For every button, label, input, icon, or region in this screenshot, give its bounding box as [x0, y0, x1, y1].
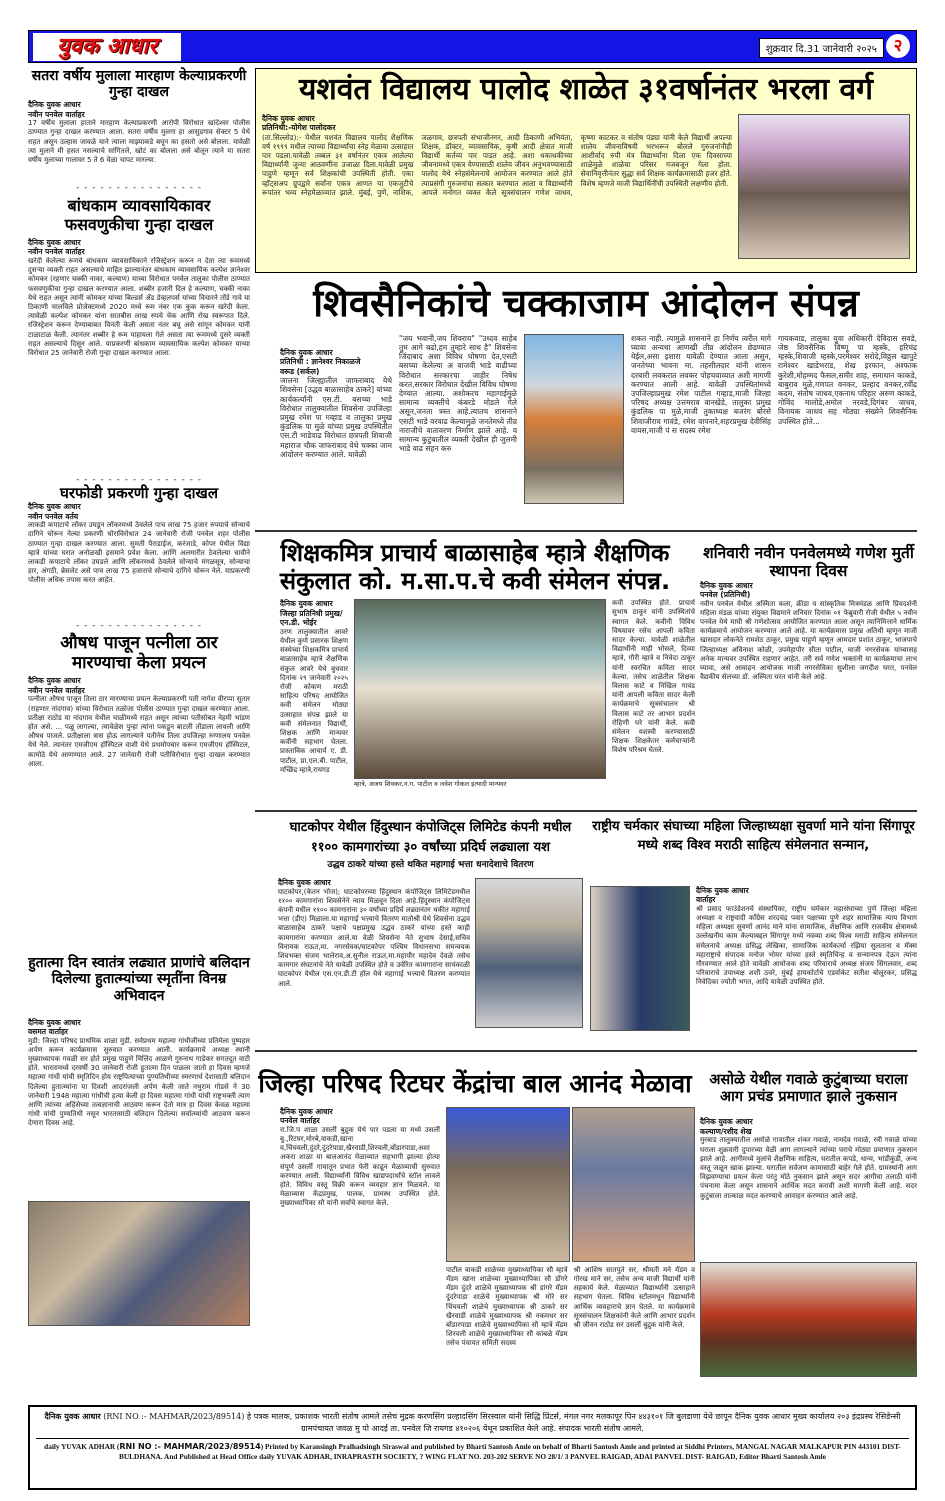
article-body: शकत नाही. त्यामुळे शासनाने हा निर्णय त्वरीत मागे घ्यावा अन्यथा आणखी तीव्र आंदोलन छेडण्यात येईल,असा इशारा यावेळी देण्यात आला असुन, जनतेच्या भावना मा. तहसीलदार यांनी शासन दरबारी लवकरात लवकर पोहचवाव्यात अशी मागणी करण्यात आली आहे. यावेळी उपस्थितांमध्ये उपजिल्हाप्रमुख रमेश पाटील गव्हाड,माजी जिल्हा परिषद अध्यक्ष उत्तमराव वानखेडे, तालुका प्रमुख कुंडलिक पा मुळे,माजी तुकाध्यक्ष बजरंग बोरसे शिवाजीराव गावंडे, रमेश वापनारे,शहरप्रमुख देवीसिंह वायस,माजी पं स सदस्य रमेश — [631, 333, 771, 435]
photo-caption: म्हात्रे, अजय शिवकर,न.ग. पाटील व लवेश गोकल इत्यादी मान्यवर — [354, 780, 507, 789]
byline: दैनिक युवक आधार — [280, 599, 333, 609]
divider — [255, 530, 917, 532]
article-body: खरेदी केलेल्या रूमचे बांधकाम व्यावसायिकाने रजिस्ट्रेशन करून न देता त्या रूममध्ये दुसऱ्या व्यक्ती राहत असल्याचे माहित झाल्यानंतर बांधकाम व्यावसायिक कल्पेश ज्ञानेश्वर कोमकर (रहणार चक्की नाका, कल्याण) याच्या विरोधात पनवेल तालुका पोलीस ठाण्यात फसवणुकीचा गुन्हा दाखल करण्यात आला. शब्बीर हजारी दिल हे कल्याण, चक्की नाका येथे राहत असून त्यांनी कोमकर यांच्या बिल्डर्स ॲंड डेव्हलपर्स यांच्या विचारने तोंडे गावे या ठिकाणी चालविले प्रोजेक्टमध्ये 2020 मध्ये रूम नंबर एक कुक करून खरेदी केला. त्यावेळी कल्पेश कोमकर यांना सातबीस लाख रुपये चेक आणि रोख स्वरूपात दिले. रजिस्ट्रेशन करून देण्याबाबत विनंती केली असता नंतर बघू असे सांगून कोमकर यांनी टाळाटाळ केली. त्यानंतर शब्बीर हे रूम पाहायला गेले असता त्या रूममध्ये दुसरे व्यक्ती राहत असल्याचे दिसून आले. याप्रकरणी बांधकाम व्यावसायिक कल्पेश कोमकर याच्या विरोधात 25 जानेवारी रोजी गुन्हा दाखल करण्यात आला. — [28, 256, 250, 357]
byline: दैनिक युवक आधार — [28, 100, 81, 110]
headline: घरफोडी प्रकरणी गुन्हा दाखल — [59, 483, 219, 502]
house-fire-photo — [700, 1262, 917, 1377]
rni-number: RNI NO :- MAHMAR/2023/89514 — [119, 1442, 261, 1451]
byline: दैनिक युवक आधार — [700, 1117, 753, 1127]
byline: वरूड (सर्कल) — [280, 366, 320, 376]
imprint-footer — [28, 1405, 917, 1490]
separator: - - - - - - - - - - - - - - - - — [76, 474, 202, 485]
headline: राष्ट्रीय चर्मकार संघाच्या महिला जिल्हाध्यक्षा सुवर्णा माने यांना सिंगापूर मध्ये शब्द विश्व मराठी साहित्य संमेलनात सन्मान, — [592, 819, 915, 853]
article-body: मुरबाड तालुक्यातील असोळे गावातील शंकर गवाळे, नामदेव गवाळे, रवी गवाळे यांच्या घराला शुक्रवारी दुपारच्या वेळी आग लागल्याने त्यांच्या घराचे मोठ्या प्रमाणात नुकसान झाले आहे. आगीमध्ये मुलांचे शैक्षणिक साहित्य, घरातील कपडे, धान्य, भांडीकुंडी, अन्य वस्तू जळून खाक झाल्या. घरातील सर्वजण कामासाठी बाहेर गेले होते. ग्रामस्थांनी आग विझवण्याचा प्रयत्न केला परंतु मोठे नुकसान झाले असून सदर आगीचा तलाठी यांनी पंचनामा केला असून शासनाने आर्थिक मदत करावी अशी मागणी केली आहे. सदर कुटुंबाला तात्काळ मदत करण्याचे आवाहन करण्यात आले आहे. — [700, 1136, 917, 1200]
imprint-text: (RNI NO :- MAHMAR/2023/89514) हे पत्रक मालक, प्रकाशक भारती संतोष आमले तसेच मुद्रक करणसिंग प्रल्हादसिंग सिरस्वाल यांनी सिद्धि प्रिंटर्स, मंगल नगर मलकापूर पिन ४४३१०१ जि बुलडाणा येथे छापून दैनिक युवक आधार मुख्य कार्यालय २०३ इंद्रप्रस्थ रेसिडेन्सी ग्रामपंचायत जवळ मु पो आदई ता. पनवेल जि रायगड ४१०२०६ येथून प्रकाशित केले आहे. संपादक भारती संतोष आमले. — [103, 1412, 901, 1433]
article-body: घाटकोपर,(केतन भोज); घाटकोपरच्या हिंदुस्थान कंपोजिट्स लिमिटेडमधील ११०० कामगारांना शिवसेनेने न्याय मिळवून दिला आहे.हिंदुस्थान कंपोजिट्स कंपनी मधील ११०० कामगारांना ३० वर्षांच्या प्रदिर्घ लढ्यानंतर थकीत महागाई भत्ता (डीए) मिळाला.या महागाई भत्त्याचे वितरण मातोश्री येथे शिवसेना उद्धव बाळासाहेब ठाकरे पक्षाचे पक्षप्रमुख उद्धव ठाकरे यांच्या हस्ते काही कामगारांना करण्यात आले.या वेळी शिवसेना नेते सुभाष देसाई,सचिव विनायक राऊत,मा. नगरसेवक/घाटकोपर पश्चिम विधानसभा समन्वयक शिवभक्त संजय भालेराव,अ.सुनील राऊत,मा.महापौर महादेव देवळे तसेच कामगार संघटनांचे नेते यावेळी उपस्थित होते व उर्वरित कामगारांना सायंकाळी घाटकोपर येथील एस.एन.डी.टी हॉल येथे महागाई भत्त्याचे वितरण करण्यात आले. — [278, 887, 470, 988]
separator: - - - - - - - - - - - - - - - - — [76, 183, 202, 194]
article-ganesh-murti — [700, 545, 917, 800]
byline: दैनिक युवक आधार — [28, 237, 81, 247]
byline: कल्याण/रशीद शेख — [700, 1126, 752, 1136]
article-body: श्री आशिष सातपुते सर, श्रीमती मने मॅडम व गोरख माने सर, तसेच अन्य माजी विद्यार्थी यांनी सहकार्य केले. मेळाव्यात विद्यार्थ्यांनी उत्साहाने सहभाग घेतला. विविध स्टॉलमधून विद्यार्थ्यांनी आर्थिक व्यवहाराचे ज्ञान घेतले. या कार्यक्रमाचे सूत्रसंचालन शिक्षकांनी केले आणि आभार प्रदर्शन श्री जीवन राठोड सर उसर्ली बुद्रुक यांनी केले. — [573, 1265, 695, 1329]
headline: जिल्हा परिषद रिटघर केंद्रांचा बाल आनंद मेळावा — [258, 1069, 692, 1098]
byline: वसमत वार्ताहर — [28, 1027, 68, 1037]
headline: असोळे येथील गवाळे कुटुंबाच्या घराला आग प्रचंड प्रमाणात झाले नुकसान — [709, 1072, 908, 1105]
masthead-bar — [28, 30, 917, 63]
byline: दैनिक युवक आधार — [28, 1017, 81, 1027]
article-body: मुडी: जिल्हा परिषद प्राथमिक शाळा मुडी. सर्वप्रथम महात्मा गांधीजींच्या प्रतिमेला पुष्पहार अर्पण करून कार्यक्रमास सुरुवात करण्यात आली. कार्यक्रमाचे अध्यक्ष स्थानी मुख्याध्यापक गवळी सर होते प्रमुख पाहुणे मिलिंद आळणे गुरुनाथ गाडेकर सगतदूत वाटी होते. भारतामध्ये दरवर्षी 30 जानेवारी रोजी हुतात्मा दिन पाळला जातो हा दिवस म्हणजे महात्मा गांधी यांची स्मृतिदिन होय राष्ट्रपित्याच्या पुण्यतिथीच्या स्मरणार्थ देशासाठी बलिदान दिलेल्या हुतात्म्यांना या दिवशी आदरांजली अर्पण केली जाते नथुराम गोडसे ने 30 जानेवारी 1948 महात्मा गांधीची हत्या केली हा दिवस महात्मा गांधी यांची राष्ट्रभक्ती त्याग आणि त्यांच्या अहिंसेच्या तत्वज्ञानाची आठवण करून देतो मात्र हा दिवस केवळ महात्मा गांधी यांची पुण्यतिथी नसून भारतासाठी बलिदान दिलेल्या सर्वात्म्यांची आठवण करून देणारा दिवस आहे. — [28, 1036, 250, 1128]
byline: दैनिक युवक आधार — [700, 580, 753, 590]
byline: नवीन पनवेल वार्ताहर — [28, 109, 85, 119]
byline: नवीन पनवेल वर्तय — [28, 511, 79, 521]
article-body: श्री प्रसाद फाउंडेशनचे संस्थापिका, राष्ट्रीय चर्मकार महासंघाच्या पुणे जिल्हा महिला अध्यक्षा व राष्ट्रवादी काँग्रेस शरदचंद्र पवार पक्षाच्या पुणे शहर सामाजिक न्याय विभाग महिला अध्यक्षा सुवर्णा आनंद माने यांना सामाजिक, शैक्षणिक आणि राजकीय क्षेत्रामध्ये उल्लेखनीय काम केल्याबद्दल सिंगापूर मध्ये नवव्या शब्द विश्व मराठी साहित्य संमेलनात संमेलनाचे अध्यक्ष प्रसिद्ध लेखिका, सामाजिक कार्यकर्त्या रझिया सुलताना व मॅक्स महाराष्ट्राचे संपादक मनोज भोयर यांच्या हस्ते स्मृतिचिन्ह व सन्मानपत्र देऊन त्यांना गौरवण्यात आले होते यावेळी आयोजक शब्द परिवाराचे अध्यक्ष संजय सिंगलवार, शब्द परिवाराचे उपाध्यक्ष शशी ठवरे, मुंबई हायकोर्टाचे एडवोकेट सतीश बोलूरकर, प्रसिद्ध निवेदिका ज्योती भगत, आदि यावेळी उपस्थित होते. — [696, 904, 917, 987]
award-photo — [590, 886, 690, 1031]
imprint-text: daily YUVAK ADHAR ( — [44, 1442, 120, 1451]
byline: नवीन पनवेल वार्ताहर — [28, 247, 85, 257]
imprint-title: दैनिक युवक आधार — [44, 1411, 101, 1421]
article-poison — [28, 634, 250, 925]
article-body: पाटील वाकडी शाळेच्या मुख्याध्यापिका सौ म्हात्रे मॅडम खाना शाळेच्या मुख्याध्यापिका सौ डोंगरे मॅडम दुंदरे शाळेचे मुख्याध्यापक श्री डांगरे मॅडम दुंदरेपाडा शाळेचे मुख्याध्यापक श्री मोरे सर चिंचवली शाळेचे मुख्याध्यापक श्री ठाकरे सर खैरवाडी शाळेचे मुख्याध्यापक श्री नकमधर सर बोंडारपाडा शाळेचे मुख्याध्यापिका सौ म्हात्रे मॅडम शिरवली शाळेचे मुख्याध्यापिका सौ कांबळे मॅडम तसेच पंचायत समिती सदस्य — [446, 1265, 568, 1348]
article-body: गायकवाड, तालुका युवा अधिकारी देविदास सवडे, जेष्ठ शिवसैनिक विष्णू पा म्हस्के, हरिचंद्र म्हस्के,शिवाजी म्हस्के,परमेश्वर सरोदे,विठ्ठल खापुटे रामेश्वर खाडेभराड, शेख इरफान, अश्फाक कुरेशी,मोहम्मद फैसल,समीर शाह, समाधान काकडे, बाबुराव मुळे,गणपत वनकर, प्रल्हाद वनकर,रवींद्र कदम, संतोष जाधव,एकनाथ परिहार अरुण काकडे, गोविंद मालोडे,अमोल नरवडे,दिगंबर जाधव, विनायक जाधव सह मोठ्या संख्येने शिवसैनिक उपस्थित होते... — [778, 333, 917, 426]
article-bal-anand-melava — [255, 1070, 695, 1376]
mela-photo — [446, 1107, 570, 1262]
article-builder-fraud — [28, 197, 250, 475]
mela-photo — [572, 1107, 696, 1262]
reunion-photo — [738, 114, 910, 259]
imprint-text: ) Printed by Karansingh Pralhadsingh Siraswal and published by Bharti Santosh Amle on behalf of Bharti Santosh Amle and printed at Siddhi Printers, MANGAL NAGAR MALKAPUR PIN 443101 DIST- BULDHANA. And Published at Head Office daily YUVAK ADHAR, INRAPRASTH SOCIETY, ? WING FLAT NO. 203-202 SERVE NO 28/1/ 3 PANVEL RAIGAD, ADAI PANVEL DIST- RAIGAD, Editor Bharti Santosh Amle — [119, 1442, 901, 1461]
headline: शिक्षकमित्र प्राचार्य बाळासाहेब म्हात्रे शैक्षणिक संकुलात को. म.सा.प.चे कवी संमेलन संपन्न. — [279, 539, 671, 595]
poets-photo — [354, 599, 606, 779]
byline: दैनिक युवक आधार — [262, 113, 315, 123]
byline: वार्ताहर — [696, 895, 716, 905]
headline: शनिवारी नवीन पनवेलमध्ये गणेश मुर्ती स्थापना दिवस — [703, 544, 914, 580]
article-body: पत्नीला औषध पाजून तिला ठार मारण्याचा प्रयत्न केल्याप्रकरणी पती नागेश वीरप्पा सुतार (राहणार नांदगाव) यांच्या विरोधात तळोजा पोलीस ठाण्यात गुन्हा दाखल करण्यात आला. प्रतीक्षा राठोड या नांदगाव येथील चाळीमध्ये राहत असून त्यांच्या पतीसोबत नेहमी भांडण होत असे. ... पळू लागल्या, त्यावेळेस पुन्हा त्यांना पकडून बाटली तोंडाला लावली आणि औषध पाजले. प्रतीक्षाला त्रास होऊ लागल्याने पतीनेच तिला उपजिल्हा रुग्णालय पनवेल येथे नेले. त्यानंतर एमजीएम हॉस्पिटल वाशी येथे प्रथमोपचार करून एमजीएम हॉस्पिटल, कामोठे येथे आणण्यात आले. 27 जानेवारी रोजी पतीविरोधात गुन्हा दाखल करण्यात आला. — [28, 695, 250, 768]
byline: दैनिक युवक आधार — [280, 1106, 333, 1116]
separator: - - - - - - - - - - - - - - - - — [76, 621, 202, 632]
headline: सतरा वर्षीय मुलाला मारहाण केल्याप्रकरणी गुन्हा दाखल — [31, 68, 247, 101]
byline: प्रतिनिधी : ज्ञानेश्वर निकाळजे — [280, 357, 361, 367]
article-body: रा.जि.प शाळा उसर्ली बुद्रुक येथे पार पडला या मध्ये उसर्ली बु.,रिटघर,मोरबे,वाकडी,खाना व,चिंचवली,दुंदरे,दुंदरेपाडा,खैरवाडी,शिरवली,बोंडारपाडा,अशा अकरा शाळा या बालआनंद मेळाव्यात सहभागी झाल्या होत्या संपूर्ण उसर्ली गावातून प्रभात फेरी काढून मेळाव्याची सुरुवात करण्यात आली. विद्यार्थ्यांनी विविध खाद्यपदार्थांचे स्टॉल लावले होते. विविध वस्तू विक्री करून व्यवहार ज्ञान मिळवले. या मेळाव्यास केंद्रप्रमुख, पालक, ग्रामस्थ उपस्थित होते. मुख्याध्यापिका सौ यांनी सर्वांचे स्वागत केले. — [280, 1125, 440, 1208]
headline: हुतात्मा दिन स्वातंत्र लढ्यात प्राणांचे बलिदान दिलेल्या हुतात्म्यांच्या स्मृतींना विनम्र अभिवादन — [28, 955, 250, 1004]
headline: औषध पाजून पत्नीला ठार मारण्याचा केला प्रयत्न — [60, 633, 218, 673]
headline: शिवसैनिकांचे चक्काजाम आंदोलन संपन्न — [313, 281, 859, 325]
article-body: (ता.सिल्लोड):- येथील यशवंत विद्यालय पालोद शैक्षणिक वर्ष १९९९ मधील त्याच्या विद्यार्थ्यांचा स्नेह मेळावा उत्साहात पार पडला.यावेळी तब्बल ३१ वर्षानंतर एकत्र आलेल्या विद्यार्थ्यांनी जुन्या आठवणींना उजाळा दिला.यावेळी प्रमुख पाहुणे म्हणून सर्व शिक्षकांची उपस्थिती होती. एका व्हॉट्सअप ग्रुपद्वारे सर्वांना एकत्र आणत या एकजुटीचे रूपांतर भव्य स्नेहमेळाव्यात झाले. मुंबई, पुणे, नाशिक, जळगाव, छत्रपती संभाजीनगर, आदी ठिकाणी अभियंता, शिक्षक, डॉक्टर, व्यावसायिक, कृषी आदी क्षेत्रात माजी विद्यार्थी कर्तव्य पार पाडत आहे. अशा धकाधकीच्या जीवनामध्ये एकत्र येण्यासाठी शालेय जीवन अनुभवण्यासाठी पालोद येथे स्नेहसंमेलनाचे आयोजन करण्यात आले होते त्याप्रसंगी गुरुजनांचा सत्कार करण्यात आला व विद्यार्थ्यांनी आपले मनोगत व्यक्त केले सूत्रसंचालन गणेश जाधव, कृष्णा काटकर व संतोष पंड्या यांनी केले विद्यार्थी अपल्या शालेय जीवनाविषयी भरभरून बोलले गुरुजनांनीही आशीर्वाद रुपी मंत्र विद्यार्थ्यांना दिला एक दिवसाच्या शाळेमुळे शाळेचा परिसर गजबजून गेला होता. सेवानिवृत्तीनंतर सुद्धा सर्व शिक्षक कार्यक्रमासाठी हजर होते. विशेष म्हणजे माजी विद्यार्थिनींची उपस्थिती लक्षणीय होती. — [262, 132, 732, 197]
headline: घाटकोपर येथील हिंदुस्थान कंपोजिट्स लिमिटेड कंपनी मधील ११०० कामगारांच्या ३० वर्षांच्या प्रदिर्घ लढ्याला यश — [289, 820, 572, 855]
article-body: कवी उपस्थित होते. प्राचार्य सुभाष ठाकूर यांनी उपस्थितांचे स्वागत केले. कवीनी विविध विषयावर रसेच आपली कविता सादर केल्या. यावेळी शाळेतील विद्यार्थीनी माही भोसले, दिव्या म्हात्रे, गौरी म्हात्रे व निवेदा ठाकूर यांनी स्वरचित कविता सादर केल्या. तसेच शाळेतील शिक्षक विलास काटे व निखिल गावंड यांनी आपली कविता सादर केली कार्यक्रमाचे सूत्रसंचालन श्री विलास काटे तर आभार प्रदर्शन रोहिणी घरे यांनी केले. कवी संमेलन यशस्वी करण्यासाठी शिक्षक शिक्षकेतर कर्मचाऱ्यांनी विशेष परिश्रम घेतले. — [612, 599, 695, 755]
article-martyrs-day — [28, 955, 250, 1325]
article-burglary — [28, 485, 250, 621]
byline: पनवेल (प्रतिनिधी) — [700, 590, 751, 600]
byline: दैनिक युवक आधार — [696, 885, 749, 895]
newspaper-logo: युवक आधार — [33, 33, 181, 61]
article-shivsena-protest — [255, 282, 917, 504]
byline: जिल्हा प्रतिनिधी प्रमुख/एन.डी. भोईर — [280, 608, 343, 628]
byline: दैनिक युवक आधार — [28, 502, 81, 512]
article-kavi-sammelan — [255, 540, 695, 796]
byline: नवीन पनवेल वार्ताहर — [28, 685, 85, 695]
article-body: 17 वर्षीय मुलाला हाताने मारहाण केल्याप्रकरणी आरोपी विरोधात खांदेश्वर पोलीस ठाण्यात गुन्हा दाखल करण्यात आला. सतरा वर्षीय मुलगा हा आसुडगाव सेक्टर 5 येथे राहत असून उल्हास जावळे याने त्याला माझ्याकडे बघून का हसतो असे बोलला. यावेळी त्या मुलाने मी हसत नसल्याचे सांगितले, खोटं का बोलला असे बोलून त्याने या सतरा वर्षीय मुलाच्या गालावर 5 ते 6 वेळा चापट मारल्या. — [28, 119, 250, 164]
byline: दैनिक युवक आधार — [278, 878, 331, 887]
byline: प्रतिनिधी:-योगेश पालोदकर — [262, 123, 336, 132]
article-body: जालना जिल्ह्यातील जाफराबाद येथे शिवसेना [उद्धव बाळासाहेब ठाकरे] यांच्या कार्यकर्त्यांनी एस.टी. बसच्या भाडे विरोधात तालुक्यातील शिवसेना उपजिल्हा प्रमुख रमेश पा गव्हाड व तालुका प्रमुख कुंडलिक पा मुळे यांच्या प्रमुख उपस्थितीत एस.टी भाडेवाढ विरोधात छत्रपती शिवाजी महाराज चौक जाफराबाद येथे चक्का जाम आंदोलन करण्यात आले. यावेळी — [280, 376, 392, 459]
left-column — [28, 68, 250, 1326]
byline: दैनिक युवक आधार — [28, 676, 81, 686]
article-body: नवीन पनवेल येथील अस्मिता कला, क्रीडा व सांस्कृतिक मित्रमंडळ आणि प्रियदर्शनी महिला मंडळ यांच्या संयुक्त विद्यमाने शनिवार दिनांक ०१ फेब्रुवारी रोजी येथील ५ नवीन पनवेल येथे माघी श्री गणेशोत्सव आयोजित करण्यात आला असून त्यानिमित्ताने धार्मिक कार्यक्रमाचे आयोजन करण्यात आले आहे. या कार्यक्रमास प्रमुख अतिथी म्हणून माजी खासदार लोकनेते रामशेठ ठाकूर, प्रमुख पाहुणे म्हणून आमदार प्रशांत ठाकूर, भाजपाचे जिल्हाध्यक्ष अविनाश कोळी, उपमेहापौर सीता पाटील, माजी नगरसेवक यांच्यासह अनेक मान्यवर उपस्थित राहणार आहेत. तरी सर्व गणेश भक्तांनी या कार्यक्रमाचा लाभ घ्यावा, असे आवाहन आयोजक माजी नगरसेविका सुशीला जगदीश घरत, पनवेल वैद्यकीय सेलच्या डॉ. अस्मिता घरत यांनी केले आहे. — [700, 599, 917, 682]
imprint-english — [36, 1439, 909, 1462]
article-assault — [28, 68, 250, 183]
article-body: "जय भवानी,जय शिवराय" "उध्दव साहेब तुम आगे बढो,हम तुम्हारे साथ है" शिवसेना जिंदाबाद अशा विविध घोषणा देत,एसटी बसच्या केलेल्या अ वाजवी भाडे वाढीच्या विरोधात सरकारचा जाहीर निषेध करत,सरकार विरोधात देखील विविध घोषणा देण्यात आल्या. अशोकरच महागाईमुळे सामान्य व्यक्तीचे कंबरडे मोडले गेले असून,जनता त्रस्त आहे.त्यातच शासनाने एसटी भाडे वरवाढ केल्यामुळे जनतेमध्ये तीव्र नाराजीचे वातावरण निर्माण झाले आहे. व सामान्य कुटुंबातील व्यक्ती देखील ही जुलमी भाडे वाढ सहन करु — [399, 333, 517, 454]
page-number: २ — [886, 34, 910, 58]
article-body: उरण तालुक्यातील आवरे येथील कुणे प्रसारक शिक्षण संस्थेच्या शिक्षकमित्र प्राचार्य बाळासाहेब म्हात्रे शैक्षणिक संकुल आवरे येथे बुधवार दिनांक २९ जानेवारी २०२५ रोजी कोकण मराठी साहित्य परिषद आयोजित कवी संमेलन मोठ्या उत्साहात संपन्न झाले या कवी संमेलनात विद्यार्थी, शिक्षक आणि मान्यवर कवींनी सहभाग घेतला. प्रास्ताविक आचार्य ए. डी. पाटील, प्रा.एल.बी. पाटील, मच्छिंद्र म्हात्रे,रायगड — [280, 627, 348, 774]
article-asole-fire — [700, 1072, 917, 1377]
divider — [255, 810, 917, 812]
headline: यशवंत विद्यालय पालोद शाळेत ३१वर्षानंतर भरला वर्ग — [298, 72, 874, 107]
school-event-photo — [28, 1201, 250, 1326]
article-body: लाकडी कपाटाचे लॉकर उघडून लॉकरमध्ये ठेवलेले पाच लाख 75 हजार रुपयाचे सोन्याचे दागिने चोरून नेल्या प्रकरणी चोराविरोधात 24 जानेवारी रोजी पनवेल शहर पोलीस ठाण्यात गुन्हा दाखल करण्यात आला. सुमती पैराडाईज, करंजाडे, कोपर येथील विद्या म्हात्रे यांच्या घरात अनोळखी इसमाने प्रवेश केला. आणि अलमारीत ठेवलेल्या चावीने लाकडी कपाटाचे लॉकर उघडले आणि लॉकरमध्ये ठेवलेले सोन्याचे मंगळसूत्र, सोन्याचा हार, अंगठी, ब्रेसलेट असे पाच लाख 75 हजाराचे सोन्याचे दागिने चोरून नेले. याप्रकरणी पोलीस अधिक तपास करत आहेत. — [28, 521, 250, 585]
protest-photo — [524, 334, 624, 504]
headline: बांधकाम व्यावसायिकावर फसवणुकीचा गुन्हा दाखल — [64, 196, 214, 234]
article-yashwant-vidyalay — [255, 68, 917, 273]
workers-photo — [475, 878, 583, 1028]
subheadline: उद्धव ठाकरे यांच्या हस्ते थकित महागाई भत्ता धनादेशाचे वितरण — [327, 860, 534, 870]
divider — [255, 1050, 917, 1052]
imprint-marathi — [36, 1410, 909, 1439]
article-suvarna-mane — [590, 818, 917, 1031]
byline: दैनिक युवक आधार — [280, 347, 333, 357]
issue-date: शुक्रवार दि.31 जानेवारी २०२५ — [759, 38, 884, 58]
byline: पनवेल वार्ताहर — [280, 1116, 320, 1126]
article-ghatkopar — [278, 818, 583, 1028]
